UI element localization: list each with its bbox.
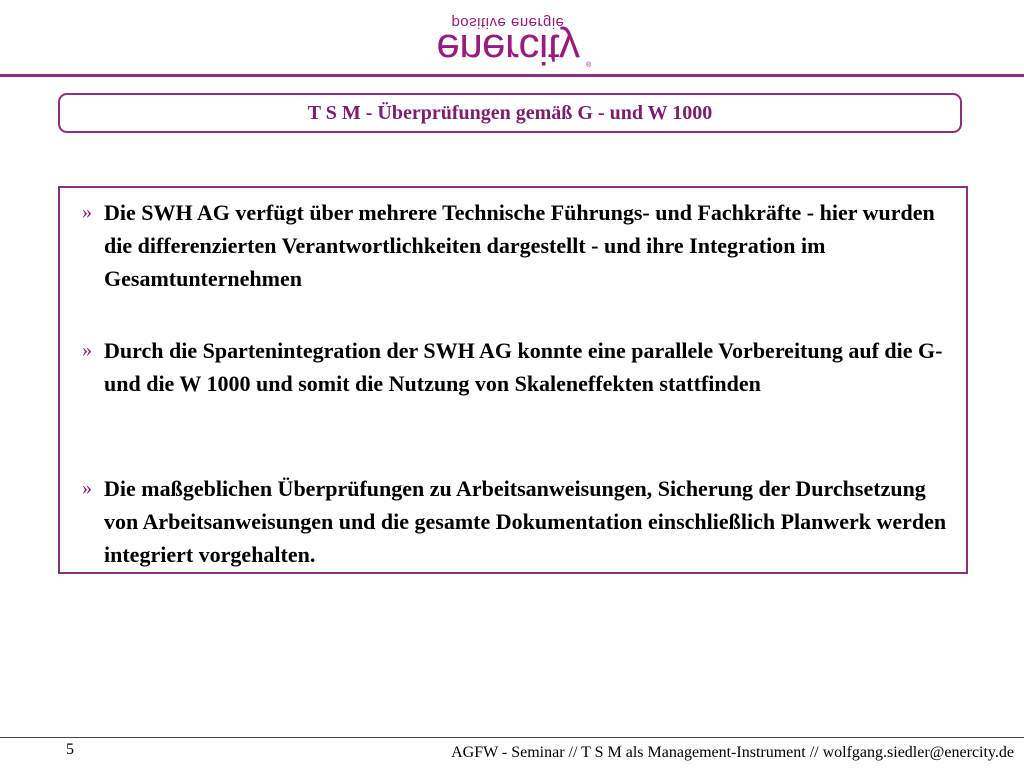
content-box <box>58 186 968 574</box>
enercity-logo <box>428 12 598 73</box>
bullet-item <box>70 472 950 571</box>
logo-wordmark: enercity <box>436 26 580 73</box>
logo-registered-mark: ® <box>586 62 592 69</box>
bullet-item <box>70 334 950 400</box>
slide-title-box <box>58 93 962 133</box>
bullet-text: Durch die Spartenintegration der SWH AG konnte eine parallele Vorbereitung auf die G- und die W 1000 und somit die Nutzung von Skaleneffekten stattfinden <box>104 338 943 396</box>
bullet-item <box>70 196 950 295</box>
page-number: 5 <box>66 741 74 758</box>
footer-divider <box>0 737 1024 738</box>
bullet-mark: » <box>82 201 92 223</box>
bullet-mark: » <box>82 477 92 499</box>
bullet-text: Die maßgeblichen Überprüfungen zu Arbeitsanweisungen, Sicherung der Durchsetzung von Arbeitsanweisungen und die gesamte Dokumentation einschließlich Planwerk werden integriert vorgehalten. <box>104 476 947 567</box>
bullet-mark: » <box>82 339 92 361</box>
header-divider <box>0 74 1024 77</box>
slide-title: T S M - Überprüfungen gemäß G - und W 1000 <box>307 102 713 124</box>
bullet-text: Die SWH AG verfügt über mehrere Technische Führungs- und Fachkräfte - hier wurden die differenzierten Verantwortlichkeiten dargestellt - und ihre Integration im Gesamtunternehmen <box>104 200 935 291</box>
logo-tagline: positive energie <box>451 14 565 31</box>
footer-text: AGFW - Seminar // T S M als Management-Instrument // wolfgang.siedler@enercity.de <box>451 744 1014 761</box>
